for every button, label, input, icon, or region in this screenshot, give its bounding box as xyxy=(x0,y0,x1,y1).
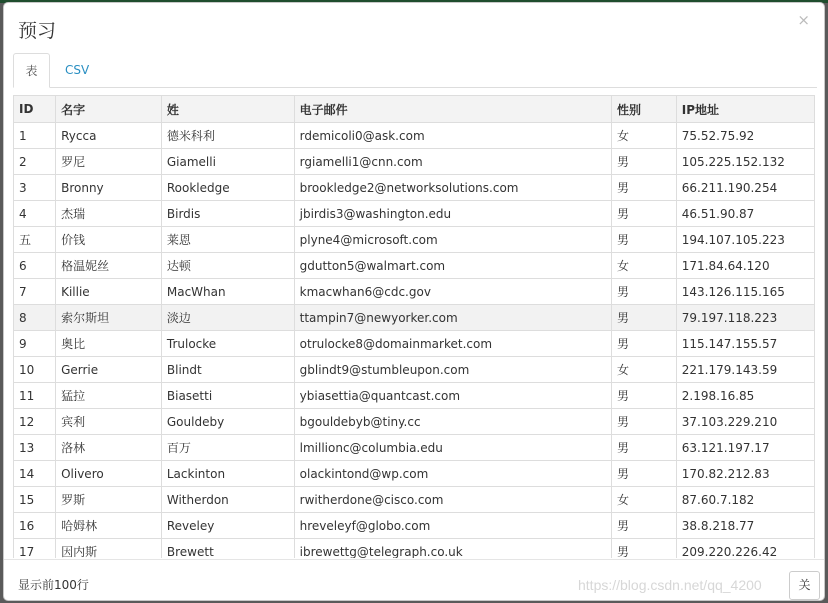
cell-email: hreveleyf@globo.com xyxy=(294,513,611,539)
cell-ip: 63.121.197.17 xyxy=(676,435,814,461)
table-body xyxy=(14,123,815,559)
cell-gender: 男 xyxy=(612,175,677,201)
cell-id: 3 xyxy=(14,175,56,201)
cell-id: 12 xyxy=(14,409,56,435)
table-row xyxy=(14,539,815,559)
modal-title: 预习 xyxy=(18,20,57,42)
column-header-ip: IP地址 xyxy=(676,96,814,123)
cell-last-name: Rookledge xyxy=(161,175,294,201)
modal-header xyxy=(4,3,824,47)
modal-footer xyxy=(4,559,824,601)
cell-email: rgiamelli1@cnn.com xyxy=(294,149,611,175)
cell-last-name: 莱恩 xyxy=(161,227,294,253)
cell-gender: 男 xyxy=(612,331,677,357)
column-header-gender: 性别 xyxy=(612,96,677,123)
cell-first-name: 因内斯 xyxy=(56,539,162,559)
cell-id: 11 xyxy=(14,383,56,409)
cell-id: 4 xyxy=(14,201,56,227)
cell-id: 9 xyxy=(14,331,56,357)
cell-last-name: Trulocke xyxy=(161,331,294,357)
watermark: https://blog.csdn.net/qq_4200 xyxy=(578,577,762,593)
cell-first-name: 猛拉 xyxy=(56,383,162,409)
cell-last-name: Brewett xyxy=(161,539,294,559)
cell-id: 16 xyxy=(14,513,56,539)
cell-gender: 男 xyxy=(612,305,677,331)
cell-first-name: 罗尼 xyxy=(56,149,162,175)
cell-first-name: 索尔斯坦 xyxy=(56,305,162,331)
preview-table xyxy=(13,95,815,558)
table-header-row xyxy=(14,96,815,123)
table-row xyxy=(14,435,815,461)
cell-email: brookledge2@networksolutions.com xyxy=(294,175,611,201)
table-row xyxy=(14,305,815,331)
preview-table-container[interactable] xyxy=(13,95,817,558)
cell-id: 1 xyxy=(14,123,56,149)
cell-email: olackintond@wp.com xyxy=(294,461,611,487)
cell-email: ibrewettg@telegraph.co.uk xyxy=(294,539,611,559)
table-row xyxy=(14,383,815,409)
close-icon[interactable]: × xyxy=(797,11,810,29)
cell-email: kmacwhan6@cdc.gov xyxy=(294,279,611,305)
cell-gender: 女 xyxy=(612,123,677,149)
row-count-text: 显示前100行 xyxy=(18,578,89,592)
table-row xyxy=(14,357,815,383)
close-button[interactable]: 关 xyxy=(789,571,820,600)
cell-email: bgouldebyb@tiny.cc xyxy=(294,409,611,435)
cell-last-name: Birdis xyxy=(161,201,294,227)
cell-ip: 75.52.75.92 xyxy=(676,123,814,149)
cell-last-name: Lackinton xyxy=(161,461,294,487)
cell-gender: 男 xyxy=(612,539,677,559)
cell-gender: 男 xyxy=(612,201,677,227)
table-row xyxy=(14,279,815,305)
cell-id: 10 xyxy=(14,357,56,383)
column-header-email: 电子邮件 xyxy=(294,96,611,123)
cell-last-name: Reveley xyxy=(161,513,294,539)
cell-first-name: 宾利 xyxy=(56,409,162,435)
cell-ip: 87.60.7.182 xyxy=(676,487,814,513)
column-header-last-name: 姓 xyxy=(161,96,294,123)
cell-last-name: Giamelli xyxy=(161,149,294,175)
cell-gender: 男 xyxy=(612,383,677,409)
table-row xyxy=(14,149,815,175)
cell-ip: 46.51.90.87 xyxy=(676,201,814,227)
cell-first-name: 价钱 xyxy=(56,227,162,253)
cell-last-name: 百万 xyxy=(161,435,294,461)
cell-id: 13 xyxy=(14,435,56,461)
cell-gender: 男 xyxy=(612,409,677,435)
cell-gender: 男 xyxy=(612,227,677,253)
cell-last-name: 德米科利 xyxy=(161,123,294,149)
cell-id: 15 xyxy=(14,487,56,513)
tab-csv[interactable]: CSV xyxy=(65,63,90,77)
cell-email: plyne4@microsoft.com xyxy=(294,227,611,253)
cell-ip: 194.107.105.223 xyxy=(676,227,814,253)
cell-ip: 2.198.16.85 xyxy=(676,383,814,409)
cell-gender: 女 xyxy=(612,357,677,383)
cell-first-name: Gerrie xyxy=(56,357,162,383)
cell-first-name: Olivero xyxy=(56,461,162,487)
cell-id: 7 xyxy=(14,279,56,305)
table-row xyxy=(14,227,815,253)
cell-id: 2 xyxy=(14,149,56,175)
cell-last-name: MacWhan xyxy=(161,279,294,305)
cell-ip: 66.211.190.254 xyxy=(676,175,814,201)
cell-ip: 171.84.64.120 xyxy=(676,253,814,279)
cell-first-name: Killie xyxy=(56,279,162,305)
cell-gender: 男 xyxy=(612,435,677,461)
cell-gender: 男 xyxy=(612,513,677,539)
cell-id: 6 xyxy=(14,253,56,279)
cell-last-name: Blindt xyxy=(161,357,294,383)
cell-ip: 105.225.152.132 xyxy=(676,149,814,175)
table-row xyxy=(14,487,815,513)
cell-id: 8 xyxy=(14,305,56,331)
cell-last-name: 淡边 xyxy=(161,305,294,331)
cell-last-name: Biasetti xyxy=(161,383,294,409)
cell-ip: 221.179.143.59 xyxy=(676,357,814,383)
cell-first-name: 奥比 xyxy=(56,331,162,357)
cell-gender: 男 xyxy=(612,149,677,175)
cell-first-name: Rycca xyxy=(56,123,162,149)
cell-ip: 37.103.229.210 xyxy=(676,409,814,435)
cell-first-name: 罗斯 xyxy=(56,487,162,513)
cell-ip: 38.8.218.77 xyxy=(676,513,814,539)
column-header-first-name: 名字 xyxy=(56,96,162,123)
cell-email: otrulocke8@domainmarket.com xyxy=(294,331,611,357)
cell-first-name: 格温妮丝 xyxy=(56,253,162,279)
cell-email: ybiasettia@quantcast.com xyxy=(294,383,611,409)
cell-first-name: 洛林 xyxy=(56,435,162,461)
cell-ip: 115.147.155.57 xyxy=(676,331,814,357)
cell-email: gdutton5@walmart.com xyxy=(294,253,611,279)
cell-ip: 79.197.118.223 xyxy=(676,305,814,331)
preview-modal xyxy=(3,2,825,601)
cell-email: rwitherdone@cisco.com xyxy=(294,487,611,513)
cell-first-name: Bronny xyxy=(56,175,162,201)
table-row xyxy=(14,513,815,539)
column-header-id: ID xyxy=(14,96,56,123)
cell-id: 五 xyxy=(14,227,56,253)
cell-email: jbirdis3@washington.edu xyxy=(294,201,611,227)
table-row xyxy=(14,461,815,487)
cell-ip: 170.82.212.83 xyxy=(676,461,814,487)
cell-email: ttampin7@newyorker.com xyxy=(294,305,611,331)
cell-id: 14 xyxy=(14,461,56,487)
cell-first-name: 杰瑞 xyxy=(56,201,162,227)
table-row xyxy=(14,331,815,357)
cell-gender: 女 xyxy=(612,487,677,513)
table-row xyxy=(14,409,815,435)
tab-bar xyxy=(13,53,817,88)
table-row xyxy=(14,175,815,201)
cell-first-name: 哈姆林 xyxy=(56,513,162,539)
table-row xyxy=(14,201,815,227)
cell-id: 17 xyxy=(14,539,56,559)
cell-gender: 男 xyxy=(612,461,677,487)
cell-email: lmillionc@columbia.edu xyxy=(294,435,611,461)
cell-gender: 男 xyxy=(612,279,677,305)
cell-email: rdemicoli0@ask.com xyxy=(294,123,611,149)
table-row xyxy=(14,253,815,279)
cell-last-name: 达顿 xyxy=(161,253,294,279)
cell-gender: 女 xyxy=(612,253,677,279)
cell-email: gblindt9@stumbleupon.com xyxy=(294,357,611,383)
cell-ip: 209.220.226.42 xyxy=(676,539,814,559)
table-row xyxy=(14,123,815,149)
cell-last-name: Witherdon xyxy=(161,487,294,513)
cell-ip: 143.126.115.165 xyxy=(676,279,814,305)
tab-table[interactable]: 表 xyxy=(13,53,50,88)
cell-last-name: Gouldeby xyxy=(161,409,294,435)
